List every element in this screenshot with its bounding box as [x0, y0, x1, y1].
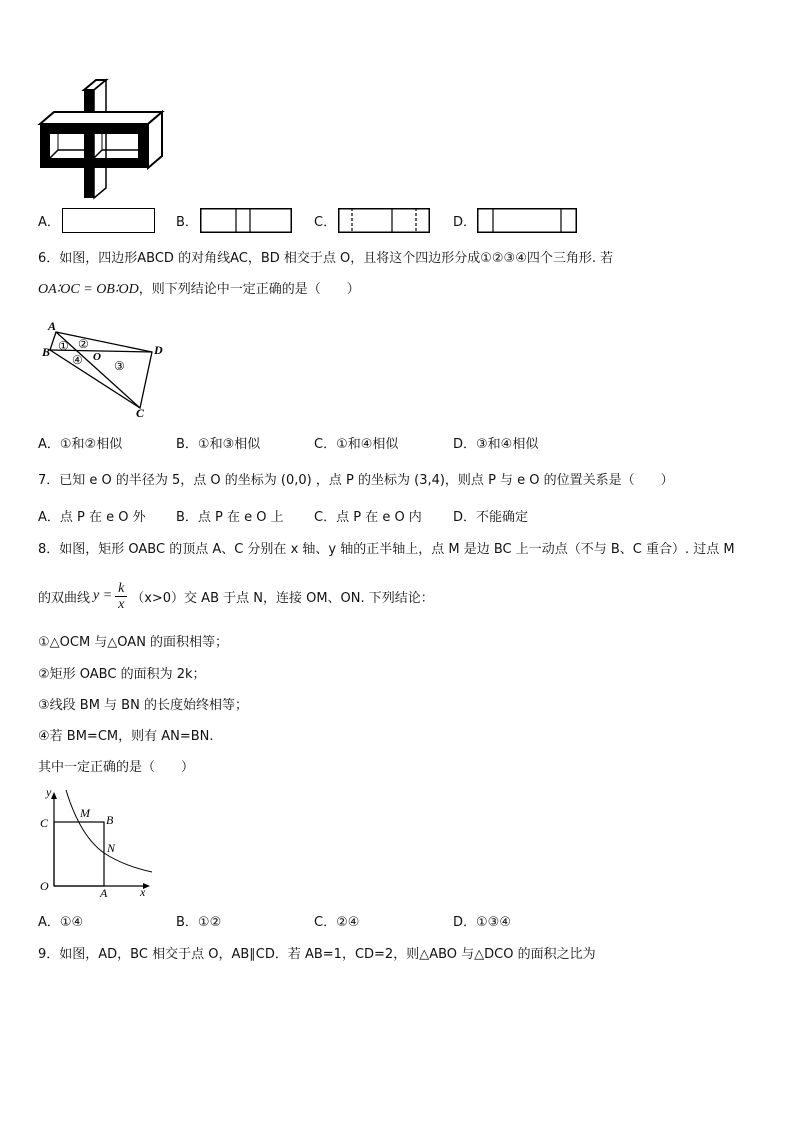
q8-label-n: N: [107, 841, 116, 855]
q8-label-y: y: [46, 786, 52, 799]
q9-stem: 9．如图，AD，BC 相交于点 O，AB∥CD．若 AB=1，CD=2，则△ABO 与△DCO 的面积之比为: [38, 947, 596, 962]
q7-option-c[interactable]: C．点 P 在 e O 内: [314, 510, 422, 525]
q6-label-b: B: [42, 345, 51, 359]
q8-option-d[interactable]: D．①③④: [453, 915, 511, 930]
q7-option-a[interactable]: A．点 P 在 e O 外: [38, 510, 146, 525]
q6-label-d: D: [154, 343, 163, 357]
q8-stem-line2: [38, 576, 434, 616]
q6-option-d[interactable]: D．③和④相似: [453, 437, 539, 452]
q5-option-c-label[interactable]: C．: [314, 215, 337, 230]
q8-option-b[interactable]: B．①②: [176, 915, 222, 930]
q6-stem-line2: ，则下列结论中一定正确的是（ ）: [138, 282, 360, 297]
q6-option-a[interactable]: A．①和②相似: [38, 437, 123, 452]
q8-statement-3: ③线段 BM 与 BN 的长度始终相等；: [38, 698, 248, 713]
q5-option-d-view: [477, 208, 577, 233]
q6-label-o: O: [93, 351, 101, 363]
q6-region-4: ④: [72, 353, 83, 367]
q8-option-a[interactable]: A．①④: [38, 915, 84, 930]
q5-option-a-label[interactable]: A．: [38, 215, 60, 230]
q8-formula-denominator: x: [118, 596, 125, 612]
q6-option-b[interactable]: B．①和③相似: [176, 437, 261, 452]
q8-statement-1: ①△OCM 与△OAN 的面积相等；: [38, 635, 229, 650]
q8-stem-line1: 8．如图，矩形 OABC 的顶点 A、C 分别在 x 轴、y 轴的正半轴上，点 M 是边 BC 上一动点（不与 B、C 重合）. 过点 M: [38, 542, 735, 557]
q6-ratio: OA∶OC = OB∶OD: [38, 282, 139, 297]
q8-label-o: O: [40, 879, 49, 893]
q5-option-b-view: [200, 208, 292, 233]
q8-statement-2: ②矩形 OABC 的面积为 2k；: [38, 667, 206, 682]
q6-label-c: C: [136, 406, 145, 418]
q7-option-d[interactable]: D．不能确定: [453, 510, 529, 525]
q6-label-a: A: [48, 319, 57, 333]
q6-region-2: ②: [78, 337, 89, 351]
q6-quadrilateral-figure: [40, 318, 170, 418]
q8-question: 其中一定正确的是（ ）: [38, 760, 195, 775]
q6-option-c[interactable]: C．①和④相似: [314, 437, 399, 452]
q7-option-b[interactable]: B．点 P 在 e O 上: [176, 510, 284, 525]
q5-option-b-label[interactable]: B．: [176, 215, 198, 230]
q7-stem: 7．已知 e O 的半径为 5，点 O 的坐标为 (0,0) ，点 P 的坐标为 (3,4)，则点 P 与 e O 的位置关系是（ ）: [38, 473, 674, 488]
q5-solid-figure: [36, 78, 166, 202]
q8-formula-fraction: [115, 581, 127, 612]
q5-option-d-label[interactable]: D．: [453, 215, 477, 230]
q8-hyperbola-figure: [36, 786, 156, 898]
q5-option-c-view: [338, 208, 430, 233]
q5-option-a-view: [62, 208, 155, 233]
q8-formula-lhs: y =: [93, 588, 113, 603]
q8-label-m: M: [80, 806, 90, 820]
q8-label-x: x: [140, 885, 146, 898]
q6-region-3: ③: [114, 359, 125, 373]
q8-stem-line2-pre: 的双曲线: [38, 590, 91, 606]
q8-stem-line2-post: （x>0）交 AB 于点 N，连接 OM、ON. 下列结论：: [131, 590, 434, 606]
q8-label-c: C: [40, 816, 49, 830]
q8-label-a: A: [100, 886, 108, 898]
q6-region-1: ①: [58, 339, 69, 353]
q8-label-b: B: [106, 813, 114, 827]
q6-stem-line1: 6．如图，四边形ABCD 的对角线AC，BD 相交于点 O，且将这个四边形分成①②③④四个三角形. 若: [38, 251, 614, 266]
q8-formula-numerator: k: [118, 580, 125, 596]
q8-option-c[interactable]: C．②④: [314, 915, 360, 930]
q8-statement-4: ④若 BM=CM，则有 AN=BN.: [38, 729, 214, 744]
